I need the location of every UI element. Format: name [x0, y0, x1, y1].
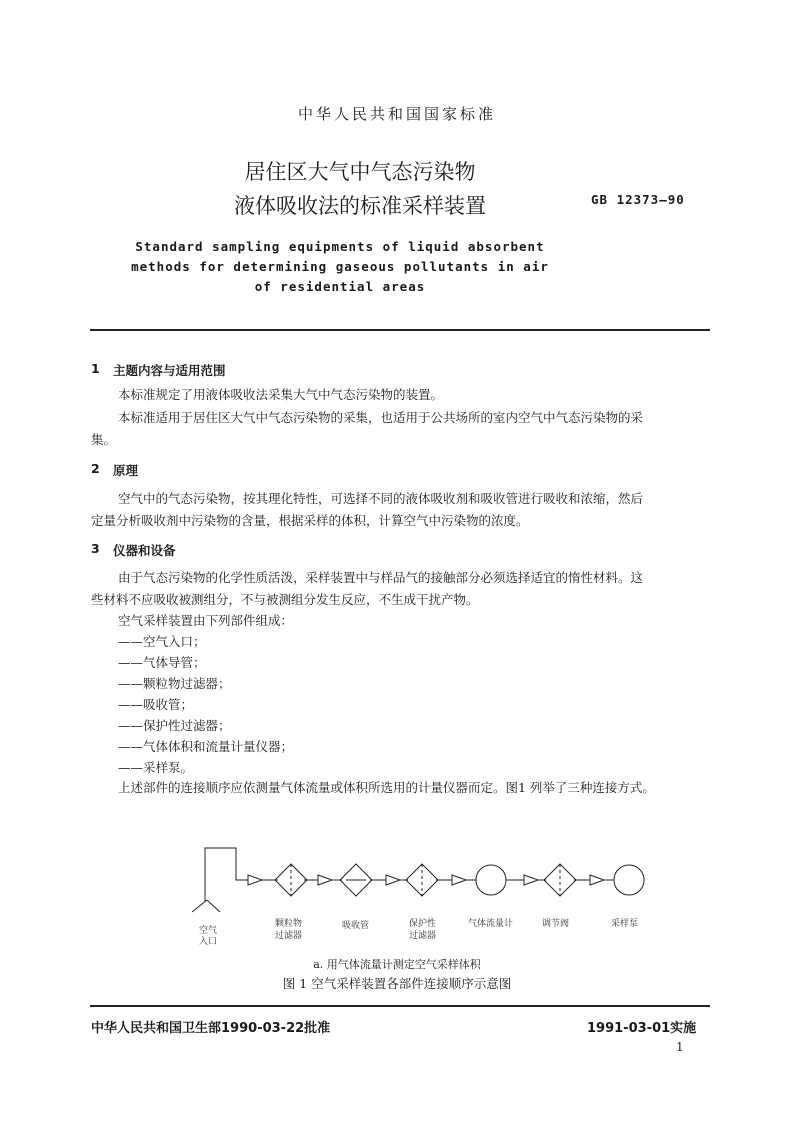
flow-arrow-icon: [386, 875, 400, 885]
section-1-number: 1: [91, 361, 100, 376]
flow-meter-icon: [476, 865, 506, 895]
label-absorber: 吸收管: [342, 921, 370, 931]
flow-arrow-icon: [248, 875, 262, 885]
section-1-paragraph-1: 本标准规定了用液体吸收法采集大气中气态污染物的装置。: [118, 387, 444, 402]
section-3-paragraph-1: 由于气态污染物的化学性质活泼，采样装置中与样品气的接触部分必须选择适宜的惰性材料。这: [118, 570, 644, 585]
figure-subcaption: a. 用气体流量计测定空气采样体积: [313, 958, 481, 971]
label-particle-filter: 过滤器: [275, 931, 303, 941]
section-2-number: 2: [91, 461, 100, 476]
label-protective-filter: 过滤器: [409, 931, 437, 941]
section-1-paragraph-2: 本标准适用于居住区大气中气态污染物的采集，也适用于公共场所的室内空气中气态污染物的采: [118, 410, 644, 425]
label-flow-meter: 气体流量计: [468, 919, 514, 929]
air-inlet-funnel: [192, 900, 207, 912]
section-3-paragraph-last: 上述部件的连接顺序应依测量气体流量或体积所选用的计量仪器而定。图1 列举了三种连接方式。: [118, 780, 655, 795]
footer-effective-date: 1991-03-01实施: [587, 1021, 697, 1036]
flow-arrow-icon: [318, 875, 332, 885]
footer-divider: [90, 1005, 710, 1007]
flow-arrow-icon: [452, 875, 466, 885]
label-inlet: 入口: [199, 937, 218, 947]
english-title-line-2: methods for determining gaseous pollutants in air: [131, 259, 549, 274]
figure-caption: 图 1 空气采样装置各部件连接顺序示意图: [282, 976, 512, 991]
component-list-item: ——保护性过滤器；: [118, 718, 231, 733]
flow-arrow-icon: [590, 875, 604, 885]
page-number: 1: [676, 1040, 684, 1054]
sampling-diagram: [0, 830, 794, 960]
label-pump: 采样泵: [611, 919, 639, 929]
section-2-paragraph-1: 空气中的气态污染物，按其理化特性，可选择不同的液体吸收剂和吸收管进行吸收和浓缩，然后: [118, 491, 644, 506]
component-list-item: ——气体导管；: [118, 655, 206, 670]
title-line-1: 居住区大气中气态污染物: [244, 160, 476, 184]
section-3-paragraph-3: 空气采样装置由下列部件组成：: [118, 613, 294, 628]
air-inlet-pipe: [205, 848, 248, 902]
footer-issuer: 中华人民共和国卫生部1990-03-22批准: [91, 1021, 331, 1036]
component-list-item: ——吸收管；: [118, 697, 194, 712]
flow-arrow-icon: [524, 875, 538, 885]
component-list-item: ——采样泵。: [118, 760, 194, 775]
label-protective-filter: 保护性: [409, 919, 437, 929]
section-2-heading: 原理: [113, 463, 139, 478]
section-1-heading: 主题内容与适用范围: [113, 363, 226, 378]
component-list-item: ——气体体积和流量计量仪器；: [118, 739, 294, 754]
sampling-pump-icon: [614, 865, 644, 895]
section-3-heading: 仪器和设备: [113, 543, 176, 558]
section-2-paragraph-2: 定量分析吸收剂中污染物的含量，根据采样的体积，计算空气中污染物的浓度。: [91, 513, 529, 528]
absorber-icon: [340, 864, 372, 896]
section-3-paragraph-2: 些材料不应吸收被测组分，不与被测组分发生反应，不生成干扰产物。: [91, 592, 479, 607]
particle-filter-icon: [275, 864, 307, 896]
component-list-item: ——颗粒物过滤器；: [118, 676, 231, 691]
label-valve: 调节阀: [542, 919, 570, 929]
protective-filter-icon: [406, 864, 438, 896]
standard-code: GB 12373—90: [591, 192, 685, 207]
component-list-item: ——空气入口；: [118, 634, 206, 649]
label-inlet: 空气: [199, 926, 218, 936]
label-particle-filter: 颗粒物: [275, 919, 303, 929]
header-divider: [90, 329, 710, 331]
national-standard-heading: 中华人民共和国国家标准: [297, 105, 496, 123]
section-1-paragraph-3: 集。: [91, 432, 117, 447]
section-3-number: 3: [91, 541, 100, 556]
english-title-line-3: of residential areas: [254, 279, 426, 294]
english-title-line-1: Standard sampling equipments of liquid absorbent: [135, 239, 545, 254]
valve-icon: [544, 864, 576, 896]
title-line-2: 液体吸收法的标准采样装置: [234, 194, 486, 218]
